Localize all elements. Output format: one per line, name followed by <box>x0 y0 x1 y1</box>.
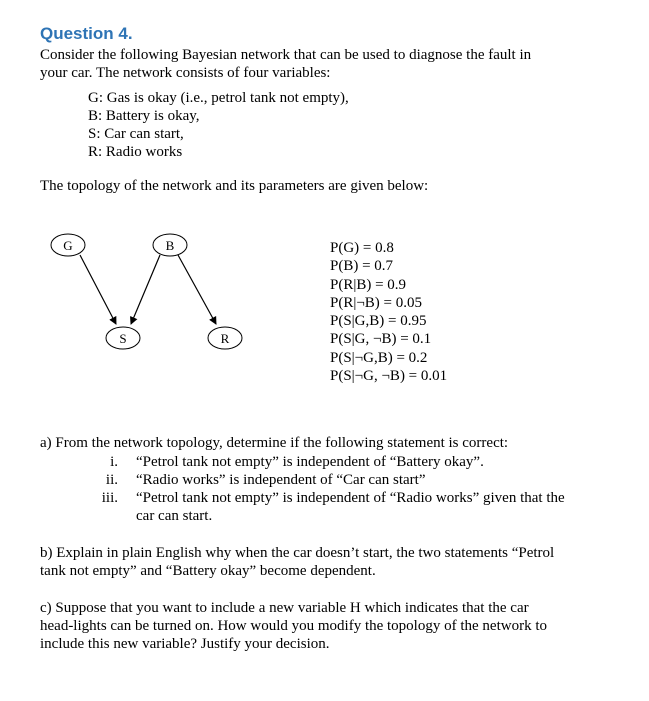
edge-b-to-r <box>178 255 216 324</box>
node-r <box>208 327 242 349</box>
statement-ii-number: ii. <box>105 472 118 488</box>
topology-text: The topology of the network and its parameters are given below: <box>40 178 429 194</box>
node-g-label: G <box>63 238 73 253</box>
statement-ii <box>56 471 616 489</box>
bayesian-network-diagram <box>40 228 270 358</box>
question-title: Question 4. <box>40 24 133 43</box>
edge-g-to-s <box>80 255 116 324</box>
part-a-intro: a) From the network topology, determine if the following statement is correct: <box>40 435 509 451</box>
prob-s-given-not-g-b: P(S|¬G,B) = 0.2 <box>330 349 428 366</box>
prob-b: P(B) = 0.7 <box>330 258 394 275</box>
node-b <box>153 234 187 256</box>
part-b-line-1: b) Explain in plain English why when the car doesn’t start, the two statements “Petrol <box>40 545 555 561</box>
statement-i <box>56 453 616 471</box>
node-g <box>51 234 85 256</box>
prob-g: P(G) = 0.8 <box>330 240 394 256</box>
node-b-label: B <box>165 238 175 253</box>
node-s-label: S <box>119 331 127 346</box>
intro-line-2: your car. The network consists of four variables: <box>40 65 331 81</box>
variable-b: B: Battery is okay, <box>88 108 200 124</box>
intro-line-1: Consider the following Bayesian network that can be used to diagnose the fault in <box>40 47 532 63</box>
statement-i-text: “Petrol tank not empty” is independent of “Battery okay”. <box>136 454 484 470</box>
prob-r-given-b: P(R|B) = 0.9 <box>330 276 407 293</box>
variable-list <box>88 89 349 161</box>
part-a-statements <box>56 453 616 525</box>
part-c-line-3: include this new variable? Justify your decision. <box>40 636 330 652</box>
statement-iii-text: “Petrol tank not empty” is independent of “Radio works” given that the <box>136 490 565 506</box>
prob-s-given-g-not-b: P(S|G, ¬B) = 0.1 <box>330 331 432 348</box>
statement-ii-text: “Radio works” is independent of “Car can start” <box>136 472 426 488</box>
part-c-line-2: head-lights can be turned on. How would you modify the topology of the network to <box>40 618 547 634</box>
node-r-label: R <box>220 331 230 346</box>
prob-s-given-not-g-not-b: P(S|¬G, ¬B) = 0.01 <box>330 368 448 385</box>
statement-iii <box>56 489 616 507</box>
statement-iii-number: iii. <box>101 490 118 506</box>
prob-r-given-not-b: P(R|¬B) = 0.05 <box>330 294 423 311</box>
edge-b-to-s <box>131 255 160 324</box>
variable-s: S: Car can start, <box>88 126 184 142</box>
probability-list <box>330 239 447 385</box>
part-c-line-1: c) Suppose that you want to include a new variable H which indicates that the car <box>40 600 529 616</box>
prob-s-given-g-b: P(S|G,B) = 0.95 <box>330 313 427 330</box>
statement-iii-cont-text: car can start. <box>136 508 213 524</box>
node-s <box>106 327 140 349</box>
variable-g: G: Gas is okay (i.e., petrol tank not empty), <box>88 90 349 106</box>
statement-i-number: i. <box>110 454 118 470</box>
part-b-line-2: tank not empty” and “Battery okay” become dependent. <box>40 563 376 579</box>
variable-r: R: Radio works <box>88 144 183 160</box>
statement-iii-continued <box>56 507 616 525</box>
